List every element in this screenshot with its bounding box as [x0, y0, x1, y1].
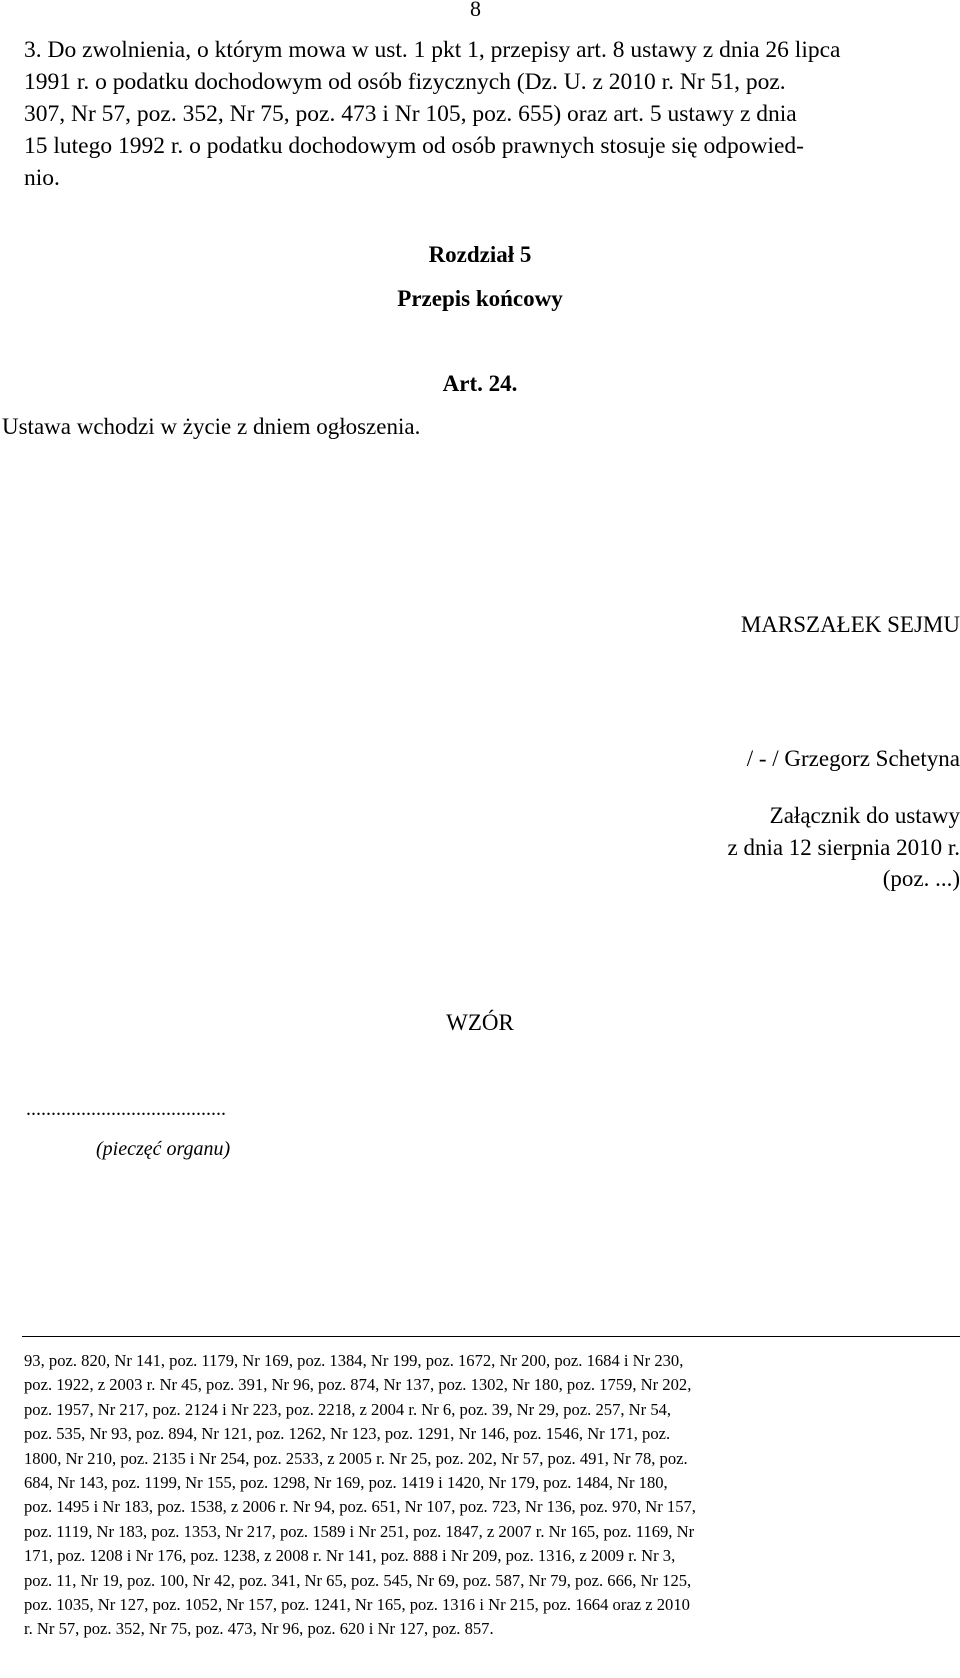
article-label: Art. 24. — [442, 371, 518, 396]
template-heading: WZÓR — [446, 1010, 514, 1035]
footnote-line: r. Nr 57, poz. 352, Nr 75, poz. 473, Nr 96, poz. 620 i Nr 127, poz. 857. — [24, 1619, 494, 1639]
footnote-line: poz. 1922, z 2003 r. Nr 45, poz. 391, Nr 96, poz. 874, Nr 137, poz. 1302, Nr 180, poz. 1759, Nr 202, — [24, 1375, 692, 1395]
footnote-line: poz. 1495 i Nr 183, poz. 1538, z 2006 r. Nr 94, poz. 651, Nr 107, poz. 723, Nr 136, poz. 970, Nr 157, — [24, 1497, 696, 1517]
footnote-divider — [22, 1336, 960, 1337]
paragraph-line: 15 lutego 1992 r. o podatku dochodowym od osób prawnych stosuje się odpowied- — [24, 133, 804, 159]
footnote-line: 171, poz. 1208 i Nr 176, poz. 1238, z 2008 r. Nr 141, poz. 888 i Nr 209, poz. 1316, z 2009 r. Nr 3, — [24, 1546, 676, 1566]
paragraph-line: 1991 r. o podatku dochodowym od osób fizycznych (Dz. U. z 2010 r. Nr 51, poz. — [24, 69, 786, 95]
annex-line-2: z dnia 12 sierpnia 2010 r. — [727, 835, 960, 860]
footnote-line: poz. 1119, Nr 183, poz. 1353, Nr 217, poz. 1589 i Nr 251, poz. 1847, z 2007 r. Nr 165, poz. 1169, Nr — [24, 1521, 695, 1541]
footnote-line: 93, poz. 820, Nr 141, poz. 1179, Nr 169, poz. 1384, Nr 199, poz. 1672, Nr 200, poz. 1684 i Nr 230, — [24, 1351, 684, 1370]
paragraph-line: 307, Nr 57, poz. 352, Nr 75, poz. 473 i Nr 105, poz. 655) oraz art. 5 ustawy z dnia — [24, 101, 797, 127]
stamp-dots: ........................................ — [26, 1098, 226, 1120]
paragraph-line: 3. Do zwolnienia, o którym mowa w ust. 1 pkt 1, przepisy art. 8 ustawy z dnia 26 lipca — [24, 37, 841, 63]
footnote-line: poz. 11, Nr 19, poz. 100, Nr 42, poz. 341, Nr 65, poz. 545, Nr 69, poz. 587, Nr 79, poz. 666, Nr 125, — [24, 1570, 692, 1590]
annex-line-3: (poz. ...) — [882, 866, 960, 891]
page-number: 8 — [470, 0, 481, 21]
annex-line-1: Załącznik do ustawy — [769, 803, 960, 828]
paragraph-line: nio. — [24, 165, 60, 191]
footnote-line: poz. 1957, Nr 217, poz. 2124 i Nr 223, poz. 2218, z 2004 r. Nr 6, poz. 39, Nr 29, poz. 257, Nr 54, — [24, 1399, 672, 1419]
paragraph-3 — [24, 34, 840, 194]
article-text: Ustawa wchodzi w życie z dniem ogłoszenia. — [2, 414, 421, 439]
footnote-line: poz. 1035, Nr 127, poz. 1052, Nr 157, poz. 1241, Nr 165, poz. 1316 i Nr 215, poz. 1664 oraz z 2010 — [24, 1595, 690, 1615]
signature-name: / - / Grzegorz Schetyna — [746, 746, 960, 771]
chapter-number: Rozdział 5 — [428, 242, 532, 267]
chapter-title: Przepis końcowy — [397, 286, 563, 311]
footnote — [24, 1349, 696, 1642]
footnote-line: 1800, Nr 210, poz. 2135 i Nr 254, poz. 2533, z 2005 r. Nr 25, poz. 202, Nr 57, poz. 491, Nr 78, poz. — [24, 1448, 688, 1468]
footnote-line: 684, Nr 143, poz. 1199, Nr 155, poz. 1298, Nr 169, poz. 1419 i 1420, Nr 179, poz. 1484, Nr 180, — [24, 1473, 668, 1493]
stamp-label: (pieczęć organu) — [96, 1138, 231, 1160]
signature-office: MARSZAŁEK SEJMU — [740, 612, 960, 637]
footnote-line: poz. 535, Nr 93, poz. 894, Nr 121, poz. 1262, Nr 123, poz. 1291, Nr 146, poz. 1546, Nr 171, poz. — [24, 1424, 671, 1444]
